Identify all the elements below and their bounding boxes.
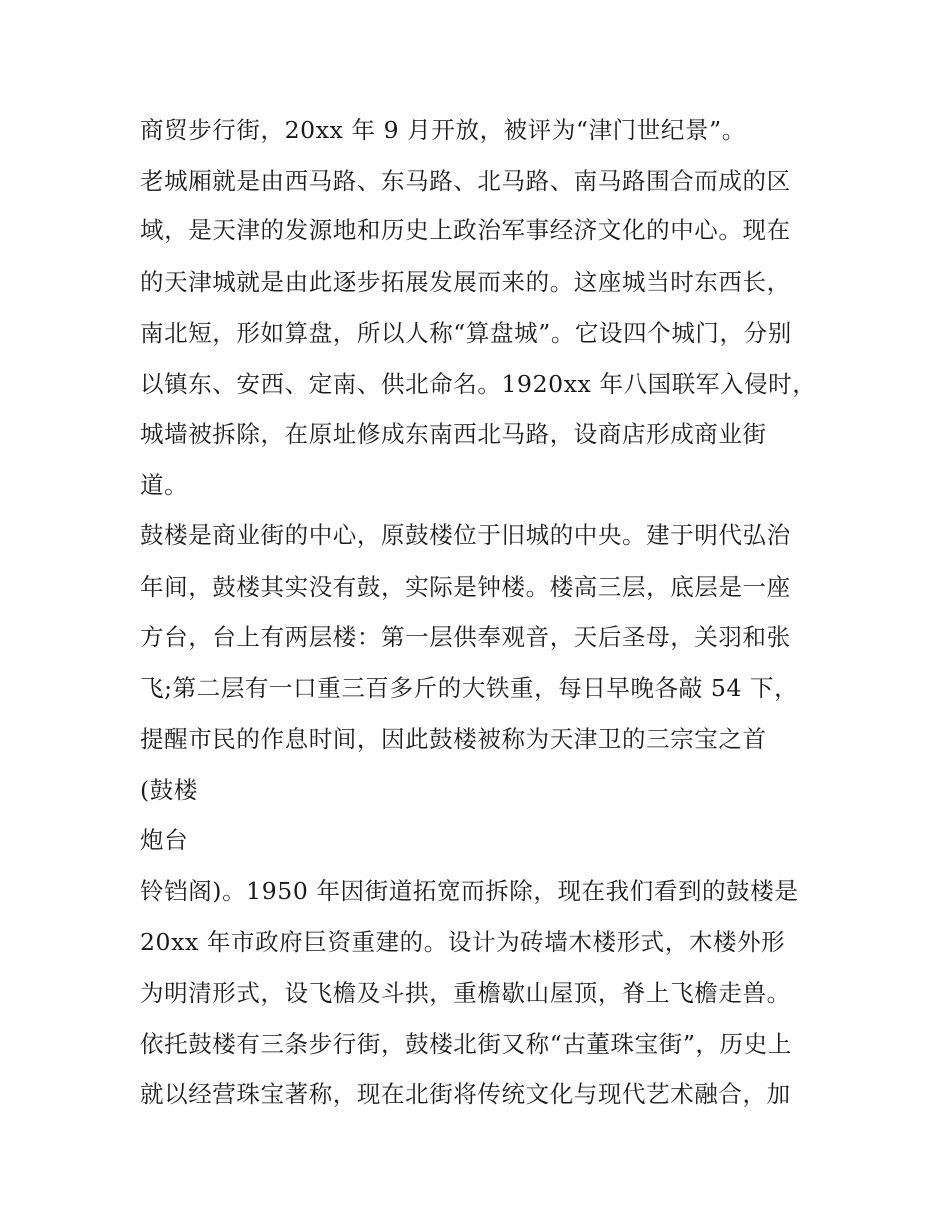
text-line: 飞;第二层有一口重三百多斤的大铁重，每日早晚各敲 54 下， bbox=[140, 674, 799, 702]
text-line: 提醒市民的作息时间，因此鼓楼被称为天津卫的三宗宝之首 bbox=[140, 725, 767, 753]
text-line: 炮台 bbox=[140, 826, 189, 854]
text-line: 域，是天津的发源地和历史上政治军事经济文化的中心。现在 bbox=[140, 216, 791, 244]
text-line: 方台，台上有两层楼：第一层供奉观音，天后圣母，关羽和张 bbox=[140, 623, 791, 651]
text-line: 20xx 年市政府巨资重建的。设计为砖墙木楼形式，木楼外形 bbox=[140, 928, 786, 956]
text-line: 铃铛阁)。1950 年因街道拓宽而拆除，现在我们看到的鼓楼是 bbox=[140, 877, 799, 905]
text-line: 南北短，形如算盘，所以人称“算盘城”。它设四个城门，分别 bbox=[140, 319, 792, 347]
text-line: 就以经营珠宝著称，现在北街将传统文化与现代艺术融合，加 bbox=[140, 1080, 791, 1108]
text-line: 道。 bbox=[140, 471, 189, 499]
text-line: 老城厢就是由西马路、东马路、北马路、南马路围合而成的区 bbox=[140, 167, 791, 195]
text-line: 的天津城就是由此逐步拓展发展而来的。这座城当时东西长， bbox=[140, 268, 791, 296]
text-line: 为明清形式，设飞檐及斗拱，重檐歇山屋顶，脊上飞檐走兽。 bbox=[140, 979, 791, 1007]
text-line: 商贸步行街，20xx 年 9 月开放，被评为“津门世纪景”。 bbox=[140, 116, 746, 144]
text-line: 鼓楼是商业街的中心，原鼓楼位于旧城的中央。建于明代弘治 bbox=[140, 521, 791, 549]
text-line: (鼓楼 bbox=[140, 776, 198, 804]
text-line: 依托鼓楼有三条步行街，鼓楼北街又称“古董珠宝街”，历史上 bbox=[140, 1030, 792, 1058]
text-line: 以镇东、安西、定南、供北命名。1920xx 年八国联军入侵时， bbox=[140, 370, 817, 398]
text-line: 年间，鼓楼其实没有鼓，实际是钟楼。楼高三层，底层是一座 bbox=[140, 573, 791, 601]
text-line: 城墙被拆除，在原址修成东南西北马路，设商店形成商业街 bbox=[140, 420, 767, 448]
